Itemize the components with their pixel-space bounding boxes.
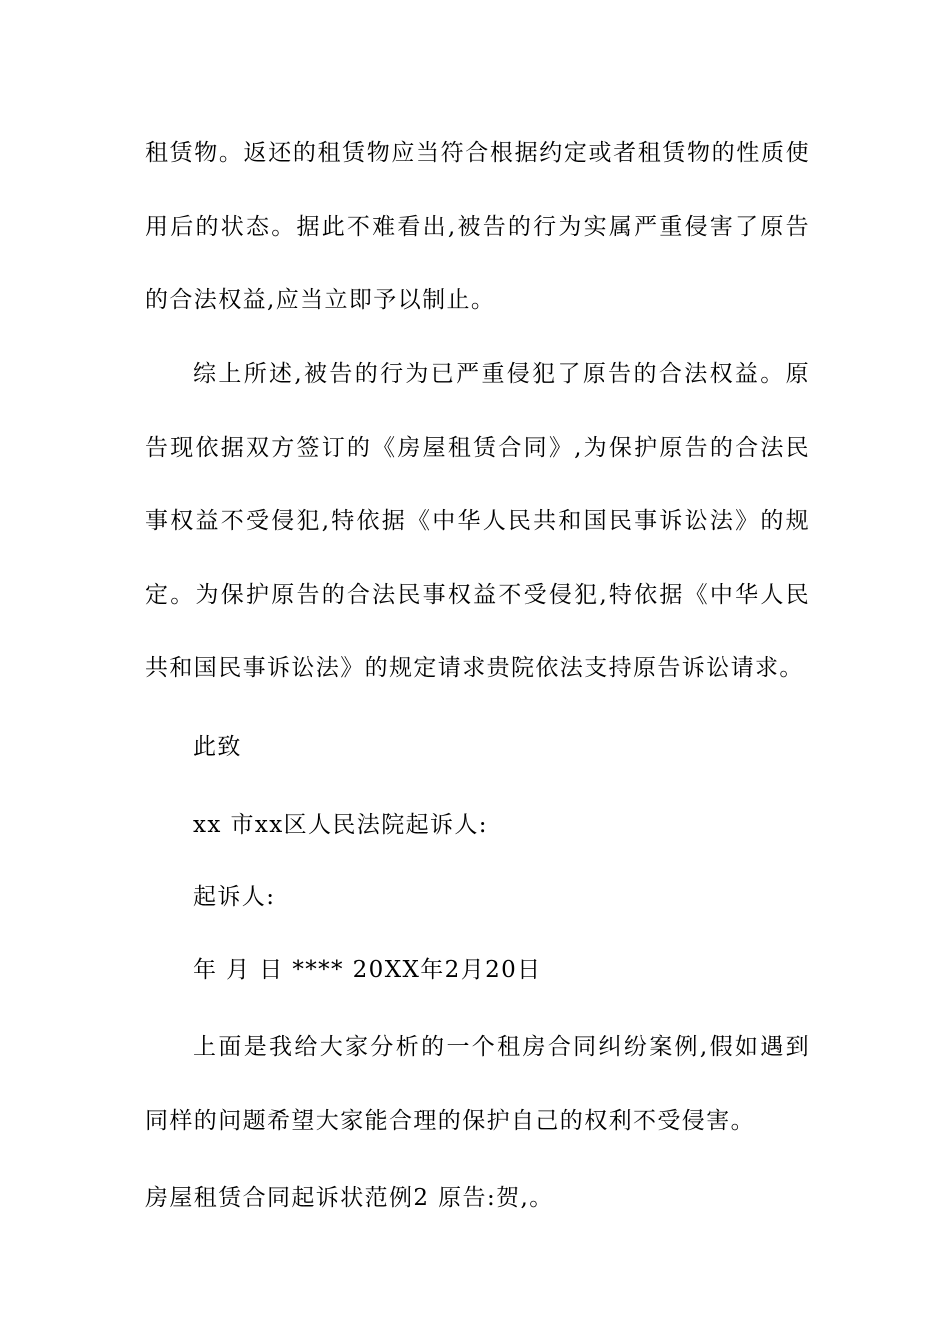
date-line: 年 月 日 **** 20XX年2月20日 [193, 957, 542, 983]
salutation: 此致 [193, 734, 242, 760]
paragraph-summary: 上面是我给大家分析的一个租房合同纠纷案例,假如遇到同样的问题希望大家能合理的保护自己的权利不受侵害。 [145, 1034, 810, 1134]
plaintiff-signature-line: 起诉人: [193, 884, 276, 910]
paragraph-conclusion: 综上所述,被告的行为已严重侵犯了原告的合法权益。原告现依据双方签订的《房屋租赁合同》,为保护原告的合法民事权益不受侵犯,特依据《中华人民共和国民事诉讼法》的规定。为保护原告的合法民事权益不受侵犯,特依据《中华人民共和国民事诉讼法》的规定请求贵院依法支持原告诉讼请求。 [145, 361, 810, 681]
court-addressee: xx 市xx区人民法院起诉人: [193, 812, 488, 838]
paragraph-lease-return: 租赁物。返还的租赁物应当符合根据约定或者租赁物的性质使用后的状态。据此不难看出,被告的行为实属严重侵害了原告的合法权益,应当立即予以制止。 [145, 140, 810, 313]
example-heading: 房屋租赁合同起诉状范例2 原告:贺,。 [145, 1185, 554, 1211]
